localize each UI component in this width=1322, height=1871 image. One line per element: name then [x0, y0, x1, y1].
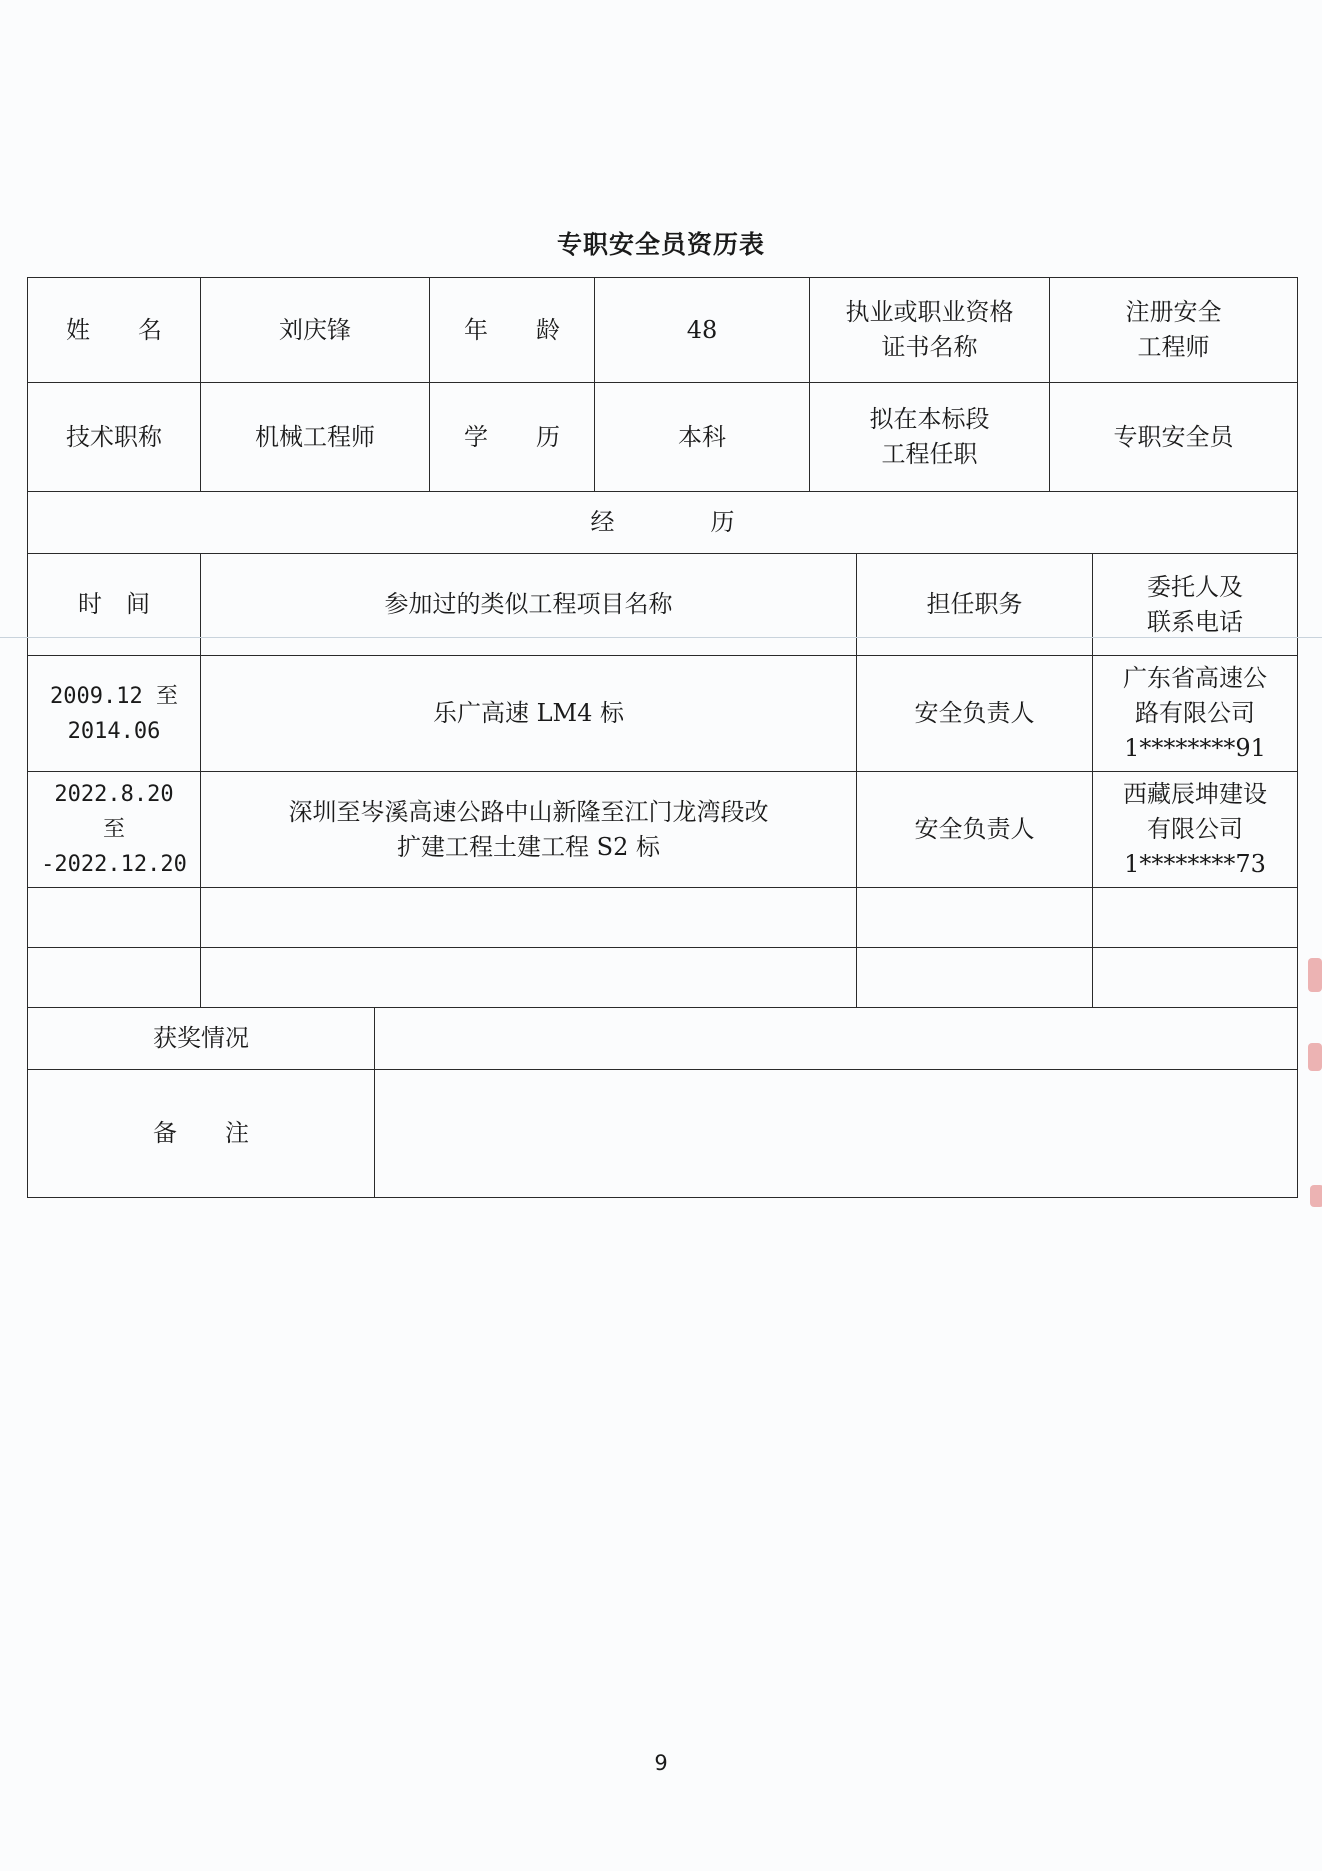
- cert-value-line-2: 工程师: [1137, 333, 1210, 361]
- row-contact: [1093, 656, 1298, 772]
- page-title: 专职安全员资历表: [556, 230, 765, 259]
- col-project-header: 参加过的类似工程项目名称: [201, 554, 857, 656]
- empty-cell: [201, 888, 857, 948]
- page-number: 9: [654, 1751, 668, 1775]
- row-contact-line: 西藏辰坤建设: [1123, 780, 1267, 808]
- row-project-line: 乐广高速 LM4 标: [432, 699, 625, 727]
- row-time: [28, 772, 201, 888]
- cert-value: [1050, 278, 1298, 383]
- role-label-line-2: 工程任职: [881, 440, 978, 468]
- col-contact-header-line-1: 委托人及: [1147, 572, 1243, 601]
- remarks-table: [27, 1007, 1298, 1198]
- row-contact-line: 广东省高速公: [1123, 664, 1267, 692]
- row-position: 安全负责人: [857, 772, 1093, 888]
- row-time-line: -2022.12.20: [41, 852, 187, 877]
- empty-cell: [28, 888, 201, 948]
- scan-artifact-line: [0, 637, 1322, 638]
- empty-cell: [201, 948, 857, 1008]
- col-position-header: 担任职务: [857, 554, 1093, 656]
- col-contact-header: [1093, 554, 1298, 656]
- cert-label-line-1: 执业或职业资格: [845, 298, 1014, 326]
- title-value: 机械工程师: [201, 383, 430, 492]
- row-contact: [1093, 772, 1298, 888]
- row-contact-phone: 1********91: [1124, 734, 1266, 762]
- row-time-line: 至: [102, 817, 125, 842]
- table-row: [28, 656, 1298, 772]
- seal-edge-mark: [1310, 1185, 1322, 1207]
- remarks-value: [375, 1070, 1298, 1198]
- experience-table: [27, 553, 1298, 1008]
- edu-label: 学 历: [430, 383, 595, 492]
- col-contact-header-line-2: 联系电话: [1147, 607, 1243, 636]
- name-value: 刘庆锋: [201, 278, 430, 383]
- empty-cell: [857, 888, 1093, 948]
- awards-label: 获奖情况: [28, 1008, 375, 1070]
- empty-cell: [1093, 888, 1298, 948]
- table-row-empty: [28, 888, 1298, 948]
- awards-value: [375, 1008, 1298, 1070]
- empty-cell: [28, 948, 201, 1008]
- cert-label: [810, 278, 1050, 383]
- row-position: 安全负责人: [857, 656, 1093, 772]
- row-project: [201, 772, 857, 888]
- table-row-empty: [28, 948, 1298, 1008]
- row-contact-phone: 1********73: [1124, 850, 1266, 878]
- seal-edge-mark: [1308, 1043, 1322, 1071]
- row-time-line: 2014.06: [67, 718, 161, 744]
- row-time: [28, 656, 201, 772]
- seal-edge-mark: [1308, 958, 1322, 992]
- remarks-label: 备 注: [28, 1070, 375, 1198]
- table-row: [28, 772, 1298, 888]
- role-label: [810, 383, 1050, 492]
- row-project-line: 扩建工程土建工程 S2 标: [397, 832, 660, 861]
- empty-cell: [1093, 948, 1298, 1008]
- age-value: 48: [595, 278, 810, 383]
- age-label: 年 龄: [430, 278, 595, 383]
- info-table: [27, 277, 1298, 554]
- col-time-header: 时 间: [28, 554, 201, 656]
- row-contact-line: 有限公司: [1147, 815, 1243, 843]
- title-label: 技术职称: [28, 383, 201, 492]
- edu-value: 本科: [595, 383, 810, 492]
- cert-value-line-1: 注册安全: [1125, 298, 1222, 326]
- row-project-line: 深圳至岑溪高速公路中山新隆至江门龙湾段改: [288, 797, 769, 826]
- role-value: 专职安全员: [1050, 383, 1298, 492]
- empty-cell: [857, 948, 1093, 1008]
- experience-section-header: 经 历: [28, 492, 1298, 554]
- name-label: 姓 名: [28, 278, 201, 383]
- row-contact-line: 路有限公司: [1135, 699, 1255, 727]
- row-time-line: 2022.8.20: [54, 782, 174, 807]
- cert-label-line-2: 证书名称: [881, 333, 978, 361]
- role-label-line-1: 拟在本标段: [869, 405, 990, 433]
- row-project: [201, 656, 857, 772]
- row-time-line: 2009.12 至: [50, 683, 178, 709]
